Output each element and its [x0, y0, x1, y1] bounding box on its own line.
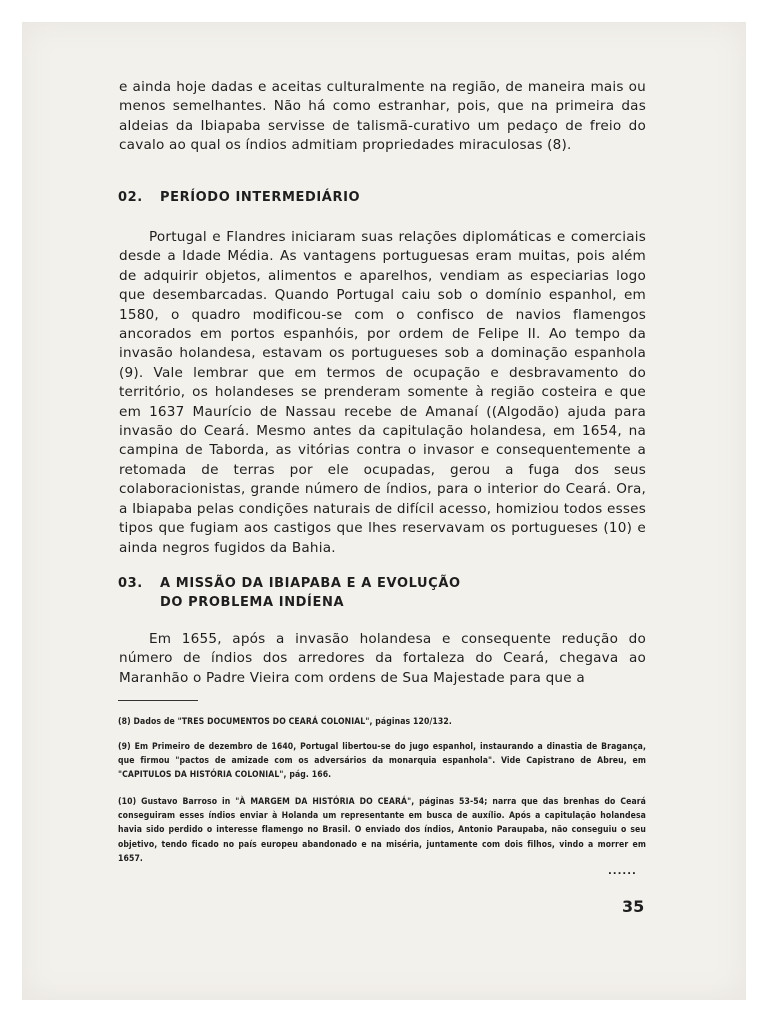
footnote-10-text: (10) Gustavo Barroso in "À MARGEM DA HISTÓRIA DO CEARÁ", páginas 53-54; narra que das brenhas do Ceará conseguiram esses índios enviar à Holanda um representante em busca de auxílio. Após a capitulação holandesa havia sido perdido o interesse flamengo no Brasil. O enviado dos índios, Antonio Paraupaba, não conseguiu o seu objetivo, tendo ficado no país europeu abandonado e na miséria, juntamente com dois filhos, vindo a morrer em 1657.: [118, 797, 646, 864]
section-number: 03.: [118, 576, 143, 591]
section-number: 02.: [118, 190, 143, 205]
section-title-line2: DO PROBLEMA INDÍENA: [160, 595, 345, 610]
section-02-paragraph-text: Portugal e Flandres iniciaram suas relações diplomáticas e comerciais desde a Idade Média. As vantagens portuguesas eram muitas, pois além de adquirir objetos, alimentos e aparelhos, vendiam as especiarias logo que desembarcadas. Quando Portugal caiu sob o domínio espanhol, em 1580, o quadro modificou-se com o confisco de navios flamengos ancorados em portos espanhóis, por ordem de Felipe II. Ao tempo da invasão holandesa, estavam os portugueses sob a dominação espanhola (9). Vale lembrar que em termos de ocupação e desbravamento do território, os holandeses se prenderam somente à região costeira e que em 1637 Maurício de Nassau recebe de Amanaí ((Algodão) ajuda para invasão do Ceará. Mesmo antes da capitulação holandesa, em 1654, na campina de Taborda, as vitórias contra o invasor e consequentemente a retomada de terras por ele ocupadas, gerou a fuga dos seus colaboracionistas, grande número de índios, para o interior do Ceará. Ora, a Ibiapaba pelas condições naturais de difícil acesso, homiziou todos esses tipos que fugiam aos castigos que lhes reservavam os portugueses (10) e ainda negros fugidos da Bahia.: [119, 229, 646, 556]
section-02-paragraph: [119, 228, 646, 558]
intro-paragraph: [119, 78, 646, 156]
continuation-dots: ......: [608, 866, 637, 877]
footnote-8: [118, 715, 646, 729]
footnote-9: [118, 740, 646, 783]
footnote-divider: [118, 700, 198, 701]
section-03-paragraph-text: Em 1655, após a invasão holandesa e consequente redução do número de índios dos arredores da fortaleza do Ceará, chegava ao Maranhão o Padre Vieira com ordens de Sua Majestade para que a: [119, 631, 646, 686]
section-title-line1: A MISSÃO DA IBIAPABA E A EVOLUÇÃO: [160, 576, 461, 591]
intro-paragraph-text: e ainda hoje dadas e aceitas culturalmente na região, de maneira mais ou menos semelhantes. Não há como estranhar, pois, que na primeira das aldeias da Ibiapaba servisse de talismã-curativo um pedaço de freio do cavalo ao qual os índios admitiam propriedades miraculosas (8).: [119, 79, 646, 154]
footnote-9-text: (9) Em Primeiro de dezembro de 1640, Portugal libertou-se do jugo espanhol, instaurando a dinastia de Bragança, que firmou "pactos de amizade com os adversários da monarquia espanhola". Vide Capistrano de Abreu, em "CAPITULOS DA HISTÓRIA COLONIAL", pág. 166.: [118, 742, 646, 781]
section-heading-02: [118, 188, 360, 207]
footnote-8-text: (8) Dados de "TRES DOCUMENTOS DO CEARÁ COLONIAL", páginas 120/132.: [118, 717, 452, 727]
page-number: 35: [622, 897, 645, 916]
section-heading-03: [118, 574, 461, 612]
footnote-10: [118, 795, 646, 866]
section-title: PERÍODO INTERMEDIÁRIO: [160, 190, 361, 205]
section-03-paragraph: [119, 630, 646, 688]
